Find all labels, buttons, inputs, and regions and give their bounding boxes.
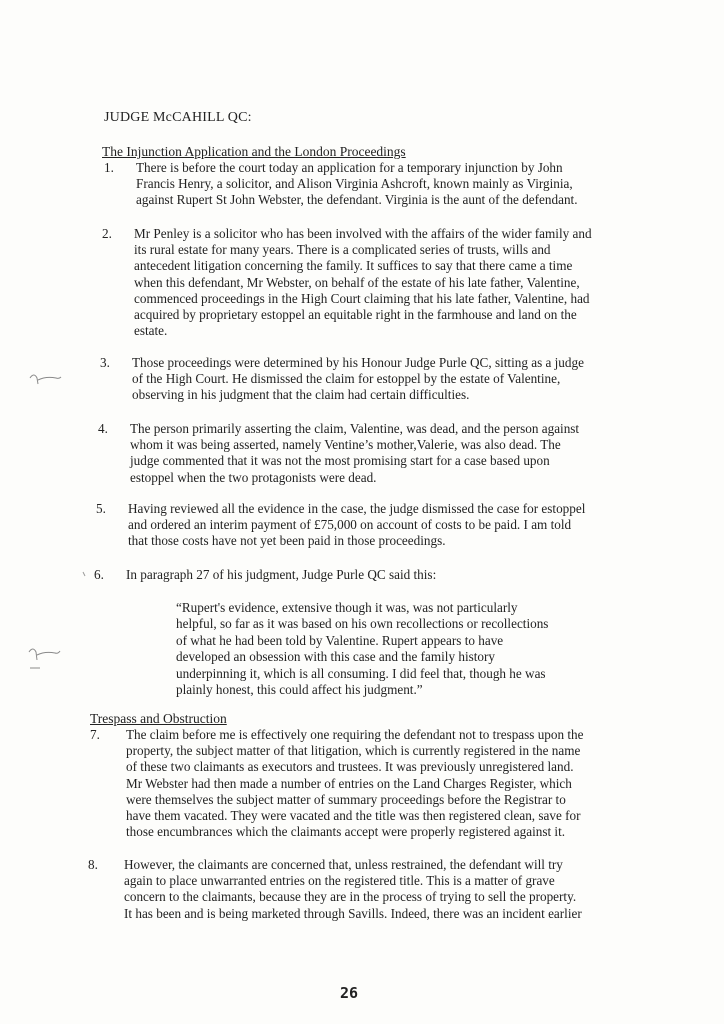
paragraph-5	[96, 501, 620, 553]
paragraph-number: 1.	[104, 160, 114, 175]
paragraph-text: Having reviewed all the evidence in the case, the judge dismissed the case for estoppel and ordered an interim payment of £75,000 on account of costs to be paid. I am told that those costs have not yet been paid in those proceedings.	[128, 501, 586, 549]
paragraph-3	[100, 355, 620, 407]
page-number: 26	[340, 984, 359, 1002]
paragraph-number: 4.	[98, 421, 108, 436]
section-heading-injunction: The Injunction Application and the London Proceedings	[102, 144, 406, 159]
paragraph-number: 5.	[96, 501, 106, 516]
judge-heading: JUDGE McCAHILL QC:	[104, 110, 252, 125]
paragraph-2	[102, 226, 626, 342]
paragraph-number: 8.	[88, 857, 98, 872]
paragraph-text: In paragraph 27 of his judgment, Judge Purle QC said this:	[126, 567, 437, 582]
paragraph-8	[88, 857, 622, 927]
paragraph-text: Mr Penley is a solicitor who has been involved with the affairs of the wider family and its rural estate for many years. There is a complicated series of trusts, wills and antecedent litigation concerning the family. It suffices to say that there came a time when this defendant, Mr Webster, on behalf of the estate of his late father, Valentine, commenced proceedings in the High Court claiming that his late father, Valentine, had acquired by proprietary estoppel an equitable right in the farmhouse and land on the estate.	[134, 226, 592, 339]
paragraph-text: Those proceedings were determined by his Honour Judge Purle QC, sitting as a judge of the High Court. He dismissed the claim for estoppel by the estate of Valentine, observing in his judgment that the claim had certain difficulties.	[132, 355, 584, 403]
paragraph-number: 7.	[90, 727, 100, 742]
paragraph-number: 6.	[94, 567, 104, 582]
judgment-quote: “Rupert's evidence, extensive though it was, was not particularly helpful, so far as it was based on his own recollections or recollections of what he had been told by Valentine. Rupert appears to have developed an obsession with this case and the family history underpinning it, which is all consuming. I did feel that, though he was plainly honest, this could affect his judgment.”	[176, 600, 549, 698]
paragraph-text: There is before the court today an application for a temporary injunction by John Francis Henry, a solicitor, and Alison Virginia Ashcroft, known mainly as Virginia, against Rupert St John Webster, the defendant. Virginia is the aunt of the defendant.	[136, 160, 578, 208]
paragraph-6	[94, 567, 614, 587]
margin-tick-mark	[80, 570, 90, 580]
paragraph-text: The person primarily asserting the claim, Valentine, was dead, and the person against whom it was being asserted, namely Ventine’s mother,Valerie, was also dead. The judge commented that it was not the most promising start for a case based upon estoppel when the two protagonists were dead.	[130, 421, 580, 485]
paragraph-4	[98, 421, 618, 489]
margin-annotation-mark-2	[26, 642, 62, 676]
paragraph-number: 3.	[100, 355, 110, 370]
margin-annotation-mark	[28, 368, 64, 390]
paragraph-7	[90, 727, 622, 845]
paragraph-text: However, the claimants are concerned that, unless restrained, the defendant will try again to place unwarranted entries on the registered title. This is a matter of grave concern to the claimants, because they are in the process of trying to sell the property. It has been and is being marketed through Savills. Indeed, there was an incident earlier	[124, 857, 582, 921]
paragraph-text: The claim before me is effectively one requiring the defendant not to trespass upon the property, the subject matter of that litigation, which is currently registered in the name of these two claimants as executors and trustees. It was previously unregistered land. Mr Webster had then made a number of entries on the Land Charges Register, which were themselves the subject matter of summary proceedings before the Registrar to have them vacated. They were vacated and the title was then registered clean, save for those encumbrances which the claimants accept were properly registered against it.	[126, 727, 584, 840]
section-heading-trespass: Trespass and Obstruction	[90, 711, 227, 726]
paragraph-number: 2.	[102, 226, 112, 241]
paragraph-1	[104, 160, 624, 212]
